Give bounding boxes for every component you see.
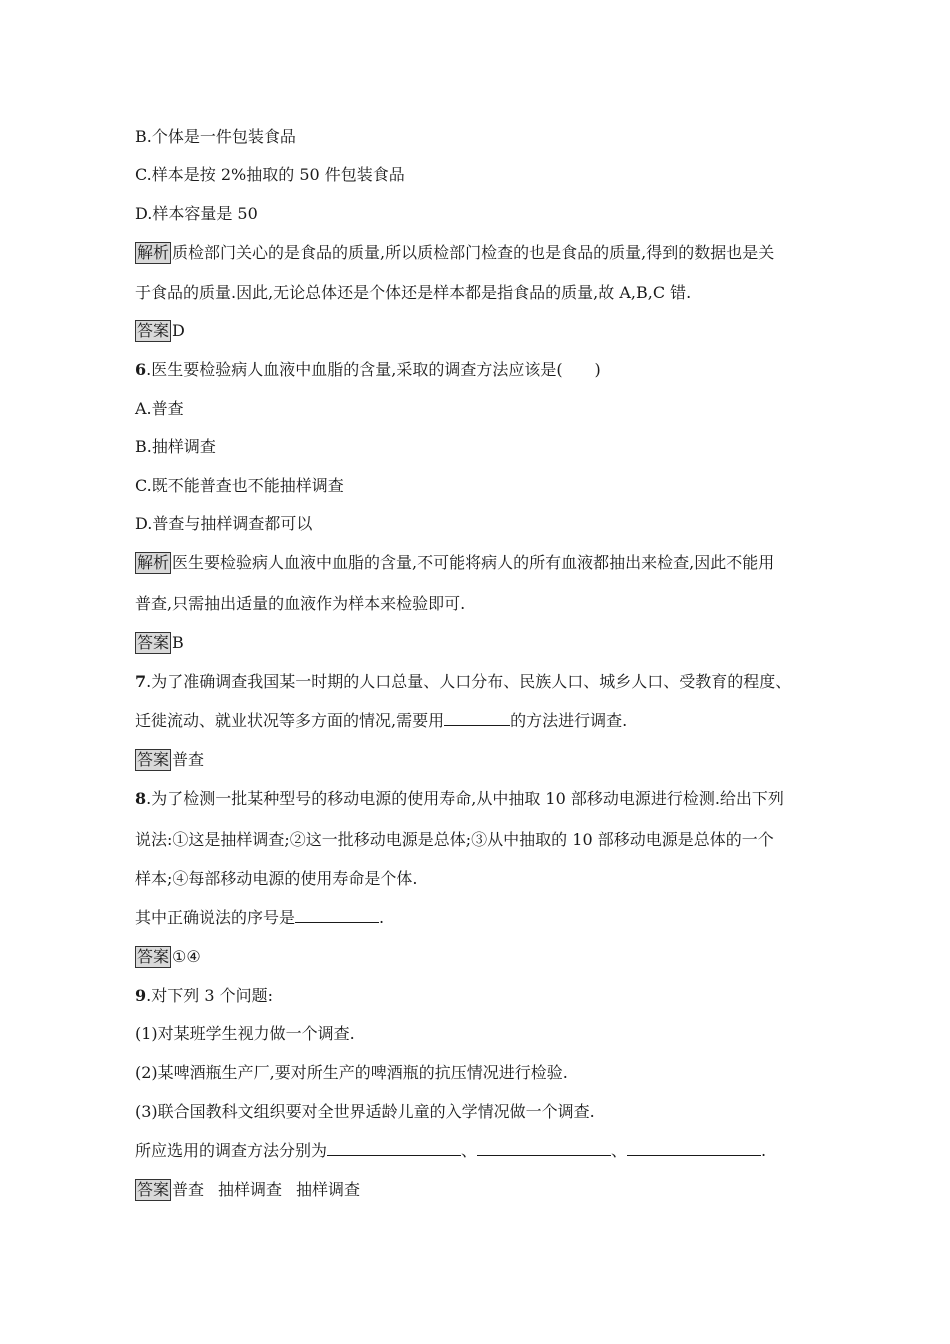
fill-blank <box>627 1140 761 1156</box>
question-number: 9 <box>135 986 147 1005</box>
q7-stem-cont <box>135 710 830 732</box>
question-text: 其中正确说法的序号是 <box>135 908 296 927</box>
question-text: .为了准确调查我国某一时期的人口总量、人口分布、民族人口、城乡人口、受教育的程度、 <box>146 672 792 691</box>
q6-analysis <box>135 552 830 574</box>
question-text: 所应选用的调查方法分别为 <box>135 1141 328 1160</box>
analysis-tag: 解析 <box>137 553 170 572</box>
q6-stem <box>135 359 830 381</box>
fill-blank <box>477 1140 611 1156</box>
q7-stem <box>135 671 830 693</box>
answer-text: D <box>172 321 185 340</box>
question-text: 迁徙流动、就业状况等多方面的情况,需要用 <box>135 711 445 730</box>
answer-text: ①④ <box>172 947 201 966</box>
q6-option-a: A.普查 <box>135 399 184 418</box>
question-number: 8 <box>135 789 147 808</box>
answer-text: 抽样调查 <box>218 1180 283 1199</box>
question-text: . <box>761 1141 767 1160</box>
q9-stem <box>135 985 830 1007</box>
fill-blank <box>444 710 510 726</box>
separator: 、 <box>611 1141 628 1160</box>
q8-answer <box>135 946 830 968</box>
question-text: .对下列 3 个问题: <box>146 986 273 1005</box>
q9-answer <box>135 1179 830 1201</box>
question-text: .为了检测一批某种型号的移动电源的使用寿命,从中抽取 10 部移动电源进行检测.给出下列 <box>146 789 784 808</box>
q6-option-b: B.抽样调查 <box>135 437 216 456</box>
answer-text: B <box>172 633 184 652</box>
q8-stem-cont2: 样本;④每部移动电源的使用寿命是个体. <box>135 869 418 888</box>
q5-option-c: C.样本是按 2%抽取的 50 件包装食品 <box>135 165 405 184</box>
q5-option-b: B.个体是一件包装食品 <box>135 127 296 146</box>
q8-stem <box>135 788 830 810</box>
answer-tag: 答案 <box>137 321 170 340</box>
answer-tag: 答案 <box>137 947 170 966</box>
answer-tag: 答案 <box>137 750 170 769</box>
q5-analysis-cont: 于食品的质量.因此,无论总体还是个体还是样本都是指食品的质量,故 A,B,C 错. <box>135 283 692 302</box>
separator: 、 <box>461 1141 478 1160</box>
q9-item-1: (1)对某班学生视力做一个调查. <box>135 1024 355 1043</box>
analysis-text: 医生要检验病人血液中血脂的含量,不可能将病人的所有血液都抽出来检查,因此不能用 <box>172 553 775 572</box>
q6-analysis-cont: 普查,只需抽出适量的血液作为样本来检验即可. <box>135 594 466 613</box>
q8-stem-cont1: 说法:①这是抽样调查;②这一批移动电源是总体;③从中抽取的 10 部移动电源是总体的一个 <box>135 830 774 849</box>
q9-item-3: (3)联合国教科文组织要对全世界适龄儿童的入学情况做一个调查. <box>135 1102 595 1121</box>
fill-blank <box>327 1140 461 1156</box>
q6-option-d: D.普查与抽样调查都可以 <box>135 514 313 533</box>
answer-text: 抽样调查 <box>296 1180 361 1199</box>
question-text: 的方法进行调查. <box>510 711 628 730</box>
q5-option-d: D.样本容量是 50 <box>135 204 258 223</box>
q6-answer <box>135 632 830 654</box>
q5-analysis <box>135 242 830 264</box>
question-number: 7 <box>135 672 147 691</box>
answer-tag: 答案 <box>137 633 170 652</box>
question-text: .医生要检验病人血液中血脂的含量,采取的调查方法应该是( ) <box>146 360 601 379</box>
answer-text: 普查 <box>172 750 205 769</box>
q9-prompt <box>135 1140 830 1162</box>
q9-item-2: (2)某啤酒瓶生产厂,要对所生产的啤酒瓶的抗压情况进行检验. <box>135 1063 568 1082</box>
fill-blank <box>295 907 379 923</box>
q6-option-c: C.既不能普查也不能抽样调查 <box>135 476 344 495</box>
answer-tag: 答案 <box>137 1180 170 1199</box>
analysis-text: 质检部门关心的是食品的质量,所以质检部门检查的也是食品的质量,得到的数据也是关 <box>172 243 775 262</box>
question-text: . <box>379 908 385 927</box>
question-number: 6 <box>135 360 147 379</box>
q8-stem-cont3 <box>135 907 830 929</box>
answer-text: 普查 <box>172 1180 205 1199</box>
analysis-tag: 解析 <box>137 243 170 262</box>
q7-answer <box>135 749 830 771</box>
q5-answer <box>135 320 830 342</box>
